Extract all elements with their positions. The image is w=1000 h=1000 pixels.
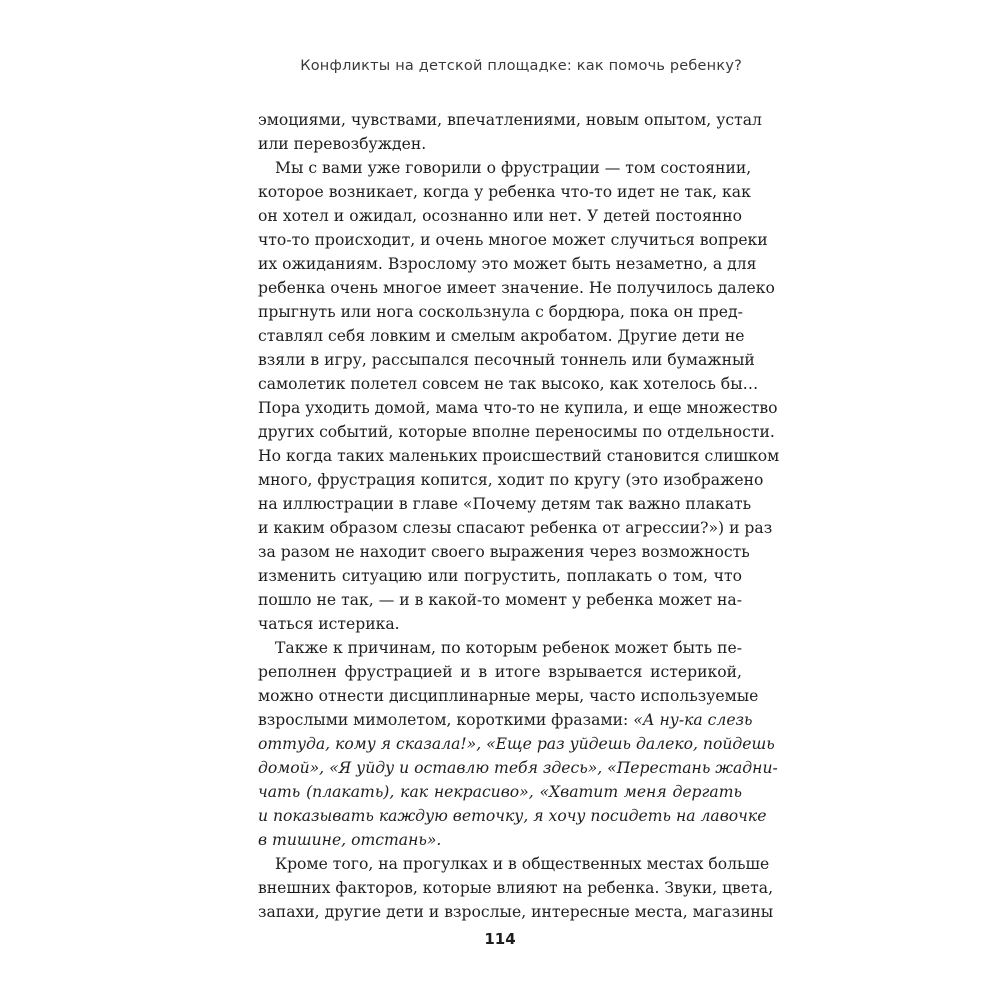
text-line: изменить ситуацию или погрустить, поплакать о том, что: [258, 567, 742, 585]
text-line: реполнен фрустрацией и в итоге взрывается истерикой,: [258, 663, 742, 681]
text-line: которое возникает, когда у ребенка что-то идет не так, как: [258, 183, 751, 201]
text-line: чать (плакать), как некрасиво», «Хватит меня дергать: [258, 783, 742, 801]
text-line: он хотел и ожидал, осознанно или нет. У детей постоянно: [258, 207, 742, 225]
text-line: чаться истерика.: [258, 615, 400, 633]
text-line: домой», «Я уйду и оставлю тебя здесь», «Перестань жадни-: [258, 759, 778, 777]
text-line: и каким образом слезы спасают ребенка от агрессии?») и раз: [258, 519, 773, 537]
text-line: Мы с вами уже говорили о фрустрации — том состоянии,: [275, 159, 752, 177]
text-line: за разом не находит своего выражения через возможность: [258, 543, 750, 561]
text-line: внешних факторов, которые влияют на ребенка. Звуки, цвета,: [258, 879, 774, 897]
running-head: Конфликты на детской площадке: как помочь ребенку?: [300, 58, 742, 74]
page-body-text: [258, 108, 780, 924]
text-line: и показывать каждую веточку, я хочу посидеть на лавочке: [258, 807, 767, 825]
text-line: ребенка очень многое имеет значение. Не получилось далеко: [258, 279, 775, 297]
text-line: что-то происходит, и очень многое может случиться вопреки: [258, 231, 768, 249]
text-line: в тишине, отстань».: [258, 831, 442, 849]
text-line: эмоциями, чувствами, впечатлениями, новым опытом, устал: [258, 111, 762, 129]
text-line: оттуда, кому я сказала!», «Еще раз уйдешь далеко, пойдешь: [258, 735, 775, 753]
text-segment: взрослыми мимолетом, короткими фразами:: [258, 711, 629, 729]
text-line: [258, 708, 753, 732]
text-line: запахи, другие дети и взрослые, интересные места, магазины: [258, 903, 774, 921]
quote-segment: «А ну-ка слезь: [633, 711, 753, 729]
text-line: пошло не так, — и в какой-то момент у ребенка может на-: [258, 591, 742, 609]
text-line: взяли в игру, рассыпался песочный тоннель или бумажный: [258, 351, 755, 369]
text-line: Но когда таких маленьких происшествий становится слишком: [258, 447, 780, 465]
text-line: прыгнуть или нога соскользнула с бордюра, пока он пред-: [258, 303, 743, 321]
text-line: Пора уходить домой, мама что-то не купила, и еще множество: [258, 399, 778, 417]
page-number: 114: [484, 930, 516, 948]
text-line: их ожиданиям. Взрослому это может быть незаметно, а для: [258, 255, 757, 273]
text-line: Также к причинам, по которым ребенок может быть пе-: [275, 639, 742, 657]
text-line: других событий, которые вполне переносимы по отдельности.: [258, 423, 775, 441]
text-line: ставлял себя ловким и смелым акробатом. Другие дети не: [258, 327, 745, 345]
text-line: самолетик полетел совсем не так высоко, как хотелось бы…: [258, 375, 759, 393]
text-line: или перевозбужден.: [258, 135, 427, 153]
text-line: можно отнести дисциплинарные меры, часто используемые: [258, 687, 759, 705]
text-line: много, фрустрация копится, ходит по кругу (это изображено: [258, 471, 764, 489]
text-line: на иллюстрации в главе «Почему детям так важно плакать: [258, 495, 752, 513]
text-line: Кроме того, на прогулках и в общественных местах больше: [275, 855, 770, 873]
